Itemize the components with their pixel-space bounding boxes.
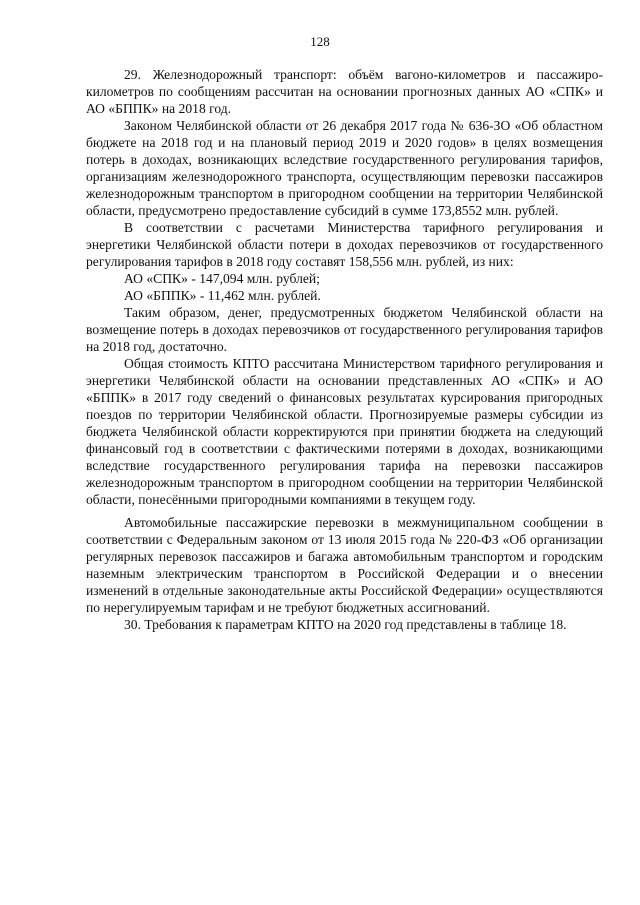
- paragraph-railway-transport: 29. Железнодорожный транспорт: объём вагоно-километров и пассажиро-километров по сообщениям рассчитан на основании прогнозных данных АО «СПК» и АО «БППК» на 2018 год.: [86, 67, 603, 116]
- list-item-bppk: АО «БППК» - 11,462 млн. рублей.: [124, 288, 321, 303]
- document-body: [86, 66, 603, 633]
- page-number: 128: [310, 34, 330, 49]
- paragraph-total-cost: Общая стоимость КПТО рассчитана Министерством тарифного регулирования и энергетики Челябинской области на основании представленных АО «СПК» и АО «БППК» в 2017 году сведений о финансовых результатах курсирования пригородных поездов по территории Челябинской области. Прогнозируемые размеры субсидии из бюджета Челябинской области корректируются при принятии бюджета на следующий финансовый год в соответствии с фактическими потерями в доходах, возникающими вследствие государственного регулирования тарифа на перевозки пассажиров железнодорожным транспортом в пригородном сообщении на территории Челябинской области, понесёнными пригородными компаниями в текущем году.: [86, 356, 603, 507]
- list-item-spk: АО «СПК» - 147,094 млн. рублей;: [124, 271, 320, 286]
- paragraph-regional-law: Законом Челябинской области от 26 декабря 2017 года № 636-ЗО «Об областном бюджете на 2018 год и на плановый период 2019 и 2020 годов» в целях возмещения потерь в доходах, возникающих вследствие государственного регулирования тарифов, организациям железнодорожного транспорта, осуществляющим перевозки пассажиров железнодорожным транспортом в пригородном сообщении на территории Челябинской области, предусмотрено предоставление субсидий в сумме 173,8552 млн. рублей.: [86, 118, 603, 218]
- paragraph-ministry-calculations: В соответствии с расчетами Министерства тарифного регулирования и энергетики Челябинской области потери в доходах перевозчиков от государственного регулирования тарифов в 2018 году составят 158,556 млн. рублей, из них:: [86, 220, 603, 269]
- paragraph-requirements: 30. Требования к параметрам КПТО на 2020 год представлены в таблице 18.: [124, 617, 567, 632]
- paragraph-road-transport: Автомобильные пассажирские перевозки в межмуниципальном сообщении в соответствии с Федеральным законом от 13 июля 2015 года № 220-ФЗ «Об организации регулярных перевозок пассажиров и багажа автомобильным транспортом и городским наземным электрическим транспортом в Российской Федерации и о внесении изменений в отдельные законодательные акты Российской Федерации» осуществляются по нерегулируемым тарифам и не требуют бюджетных ассигнований.: [86, 515, 603, 615]
- paragraph-sufficiency: Таким образом, денег, предусмотренных бюджетом Челябинской области на возмещение потерь в доходах перевозчиков от государственного регулирования тарифов на 2018 год, достаточно.: [86, 305, 603, 354]
